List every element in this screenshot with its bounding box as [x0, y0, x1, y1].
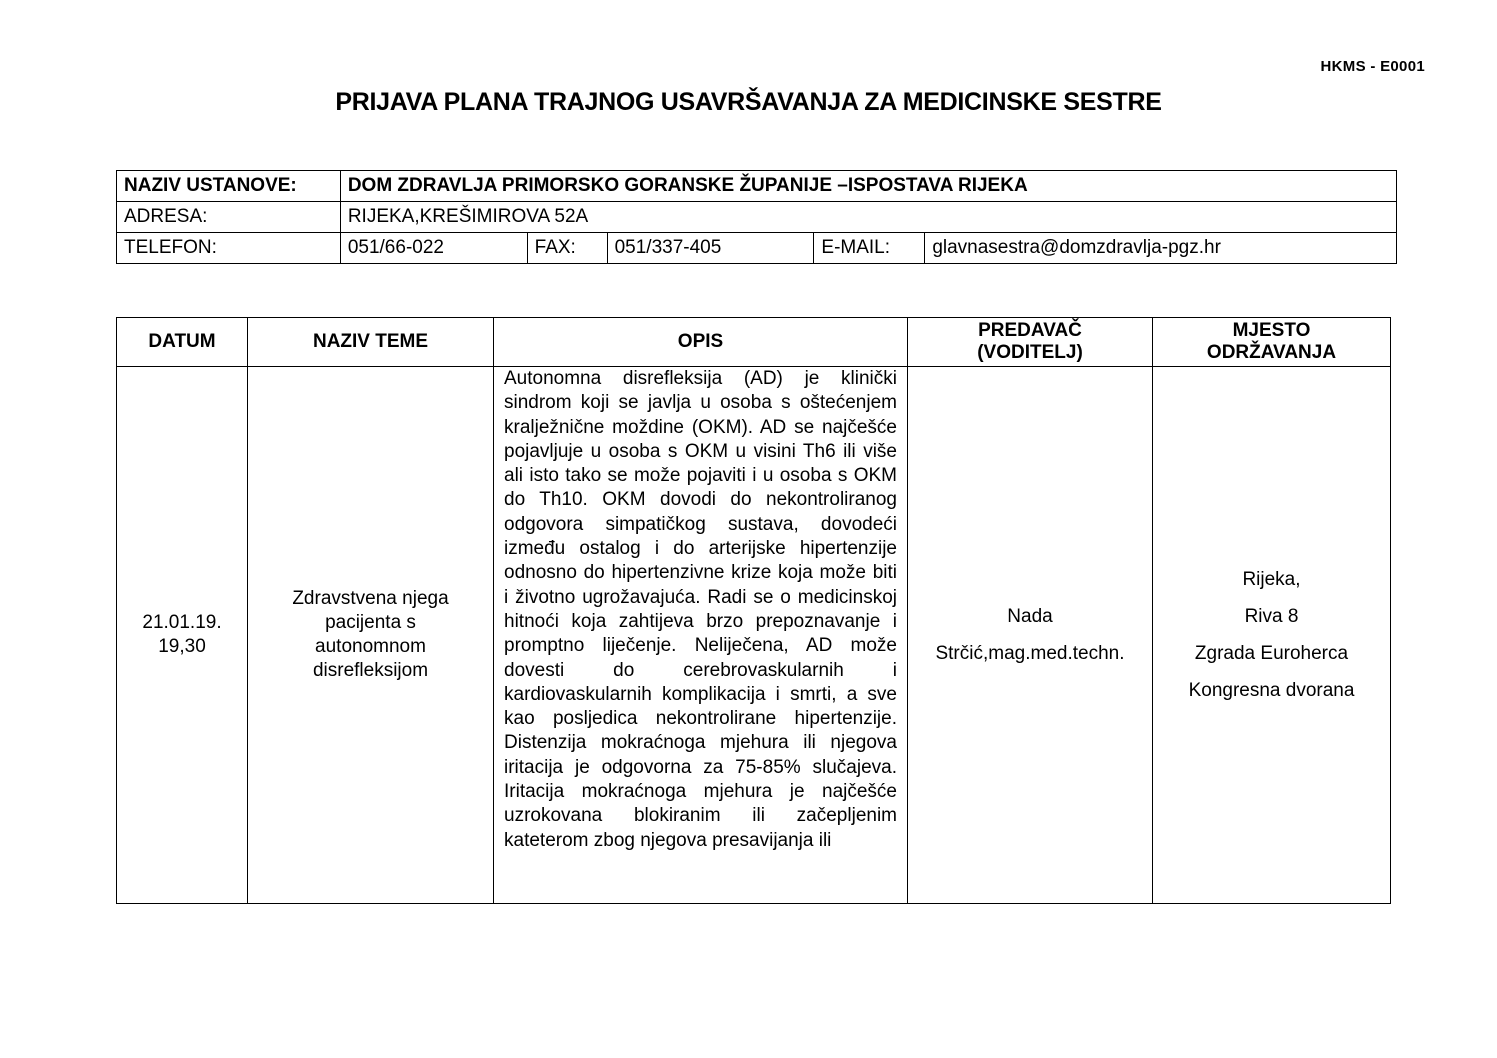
institution-name-value: DOM ZDRAVLJA PRIMORSKO GORANSKE ŽUPANIJE –ISPOSTAVA RIJEKA — [340, 171, 1396, 202]
location-cell — [1153, 367, 1391, 904]
header-tema: NAZIV TEME — [248, 318, 494, 367]
description-text: Autonomna disrefleksija (AD) je klinički sindrom koji se javlja u osoba s oštećenjem kralježnične moždine (OKM). AD se najčešće pojavljuje u osoba s OKM u visini Th6 ili više ali isto tako se može pojaviti i u osoba s OKM do Th10. OKM dovodi do nekontroliranog odgovora simpatičkog sustava, dovodeći između ostalog i do arterijske hipertenzije odnosno do hipertenzivne krize koja može biti i životno ugrožavajuća. Radi se o medicinskoj hitnoći koja zahtijeva brzo prepoznavanje i promptno liječenje. Neliječena, AD može dovesti do cerebrovaskularnih i kardiovaskularnih komplikacija i smrti, a sve kao posljedica nekontrolirane hipertenzije. Distenzija mokraćnoga mjehura ili njegova iritacija je odgovorna za 75-85% slučajeva. Iritacija mokraćnoga mjehura je najčešće uzrokovana blokiranim ili začepljenim kateterom zbog njegova presavijanja ili — [504, 368, 897, 851]
date-line1: 21.01.19. — [142, 612, 222, 633]
topic-line3: autonomnom — [315, 636, 426, 657]
date-cell — [117, 367, 248, 904]
location-line3: Zgrada Euroherca — [1194, 643, 1349, 664]
header-predavac — [908, 318, 1153, 367]
header-mjesto-line2: ODRŽAVANJA — [1206, 342, 1337, 363]
header-mjesto-line1: MJESTO — [1232, 320, 1311, 341]
header-predavac-line1: PREDAVAČ — [978, 320, 1082, 341]
email-value: glavnasestra@domzdravlja-pgz.hr — [925, 233, 1397, 264]
form-code: HKMS - E0001 — [1320, 58, 1425, 75]
topic-line2: pacijenta s — [325, 612, 416, 633]
header-mjesto — [1153, 318, 1391, 367]
address-value: RIJEKA,KREŠIMIROVA 52A — [340, 202, 1396, 233]
date-line2: 19,30 — [158, 636, 206, 657]
table-row — [117, 367, 1391, 904]
plan-header-row — [117, 318, 1391, 367]
institution-name-row — [117, 171, 1397, 202]
topic-line4: disrefleksijom — [312, 660, 429, 681]
page-title: PRIJAVA PLANA TRAJNOG USAVRŠAVANJA ZA MEDICINSKE SESTRE — [335, 88, 1162, 116]
address-label: ADRESA: — [117, 202, 341, 233]
topic-cell — [248, 367, 494, 904]
lecturer-cell — [908, 367, 1153, 904]
fax-label: FAX: — [527, 233, 607, 264]
header-datum: DATUM — [117, 318, 248, 367]
phone-value: 051/66-022 — [340, 233, 527, 264]
description-cell — [494, 367, 908, 904]
institution-name-label: NAZIV USTANOVE: — [117, 171, 341, 202]
email-label: E-MAIL: — [814, 233, 925, 264]
header-predavac-line2: (VODITELJ) — [977, 342, 1083, 363]
topic-line1: Zdravstvena njega — [292, 588, 449, 609]
address-row — [117, 202, 1397, 233]
plan-table — [116, 317, 1391, 904]
lecturer-line1: Nada — [1007, 606, 1053, 627]
phone-label: TELEFON: — [117, 233, 341, 264]
contact-row — [117, 233, 1397, 264]
institution-table — [116, 170, 1397, 264]
location-line2: Riva 8 — [1244, 606, 1299, 627]
location-line4: Kongresna dvorana — [1188, 680, 1355, 701]
header-opis: OPIS — [494, 318, 908, 367]
lecturer-line2: Strčić,mag.med.techn. — [935, 643, 1125, 664]
fax-value: 051/337-405 — [607, 233, 814, 264]
location-line1: Rijeka, — [1242, 569, 1301, 590]
